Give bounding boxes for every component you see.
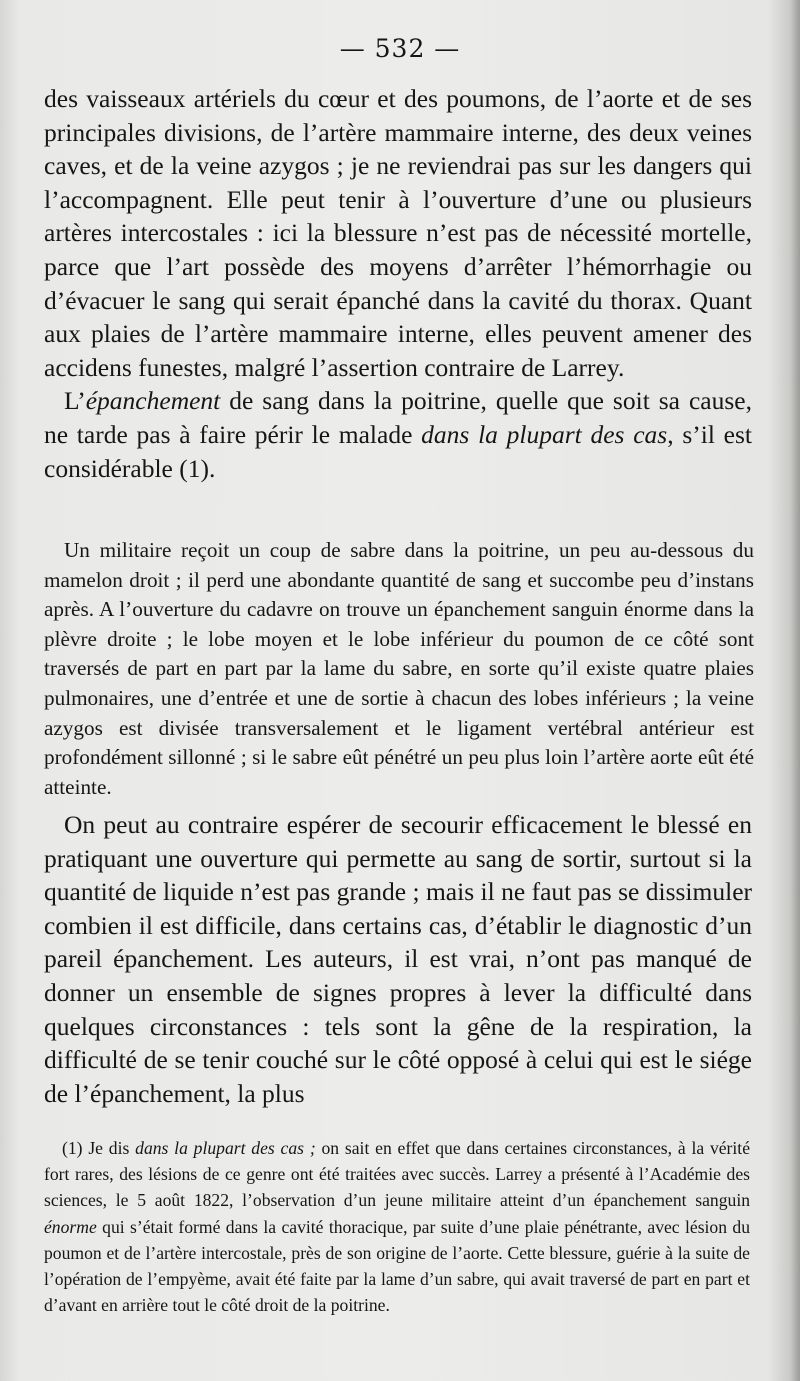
body-text-upper (44, 82, 752, 485)
page-number: — 532 — (339, 34, 461, 63)
paragraph-epanchement-term: épanchement (85, 386, 221, 416)
paragraph-treatment: On peut au contraire espérer de secourir efficacement le blessé en pratiquant une ouverture qui permette au sang de sortir, surtout si la quantité de liquide n’est pas grande ; mais il ne faut pas se dissimuler combien il est difficile, dans certains cas, d’établir le diagnostic d’un pareil épanchement. Les auteurs, il est vrai, n’ont pas manqué de donner un ensemble de signes propres à lever la difficulté dans quelques circonstances : tels sont la gêne de la respiration, la difficulté de se tenir couché sur le côté opposé à celui qui est le siége de l’épanchement, la plus (44, 810, 752, 1108)
footnote-text-b: on sait en effet que dans certaines circonstances, à la vérité fort rares, des lésions de ce genre ont été traitées avec succès. Larrey a présenté à l’Académie des sciences, le 5 août 1822, l’observation d’un jeune militaire atteint d’un épanchement sanguin (44, 1138, 750, 1211)
body-text-lower (44, 808, 752, 1110)
paragraph-epanchement-article: L’ (64, 386, 86, 416)
footnote (44, 1135, 750, 1318)
case-example: Un militaire reçoit un coup de sabre dans la poitrine, un peu au-dessous du mamelon droit ; il perd une abondante quantité de sang et succombe peu d’instans après. A l’ouverture du cadavre on trouve un épanchement sanguin énorme dans la plèvre droite ; le lobe moyen et le lobe inférieur du poumon de ce côté sont traversés de part en part par la lame du sabre, en sorte qu’il existe quatre plaies pulmonaires, une d’entrée et une de sortie à chacun des lobes inférieurs ; la veine azygos est divisée transversalement et le ligament vertébral antérieur est profondément sillonné ; si le sabre eût pénétré un peu plus loin l’artère aorte eût été atteinte. (44, 538, 754, 799)
footnote-text-c: qui s’était formé dans la cavité thoracique, par suite d’une plaie pénétrante, avec lésion du poumon et de l’artère intercostale, près de son origine de l’aorte. Cette blessure, guérie à la suite de l’opération de l’empyème, avait été faite par la lame d’un sabre, qui avait traversé de part en part et d’avant en arrière tout le côté droit de la poitrine. (44, 1216, 750, 1316)
footnote-text-a: Je dis (82, 1138, 136, 1158)
footnote-emphasis-b: énorme (44, 1216, 97, 1237)
footnote-marker: (1) (62, 1138, 83, 1158)
paragraph-epanchement-text-c: , s’il est considérable (1). (44, 419, 752, 483)
paragraph-epanchement-emphasis: dans la plupart des cas (421, 419, 668, 449)
paragraph-continuation: des vaisseaux artériels du cœur et des poumons, de l’aorte et de ses principales divisions, de l’artère mammaire interne, des deux veines caves, et de la veine azygos ; je ne reviendrai pas sur les dangers qui l’accompagnent. Elle peut tenir à l’ouverture d’une ou plusieurs artères intercostales : ici la blessure n’est pas de nécessité mortelle, parce que l’art possède des moyens d’arrêter l’hémorrhagie ou d’évacuer le sang qui serait épanché dans la cavité du thorax. Quant aux plaies de l’artère mammaire interne, elles peuvent amener des accidens funestes, malgré l’assertion contraire de Larrey. (44, 84, 752, 382)
paragraph-epanchement (44, 384, 752, 485)
paragraph-epanchement-text-a: de sang dans la poitrine, quelle que soit sa cause, ne tarde pas à faire périr le malade (44, 386, 752, 449)
page-edge-shadow (790, 0, 800, 1381)
footnote-emphasis-a: dans la plupart des cas ; (135, 1138, 316, 1158)
